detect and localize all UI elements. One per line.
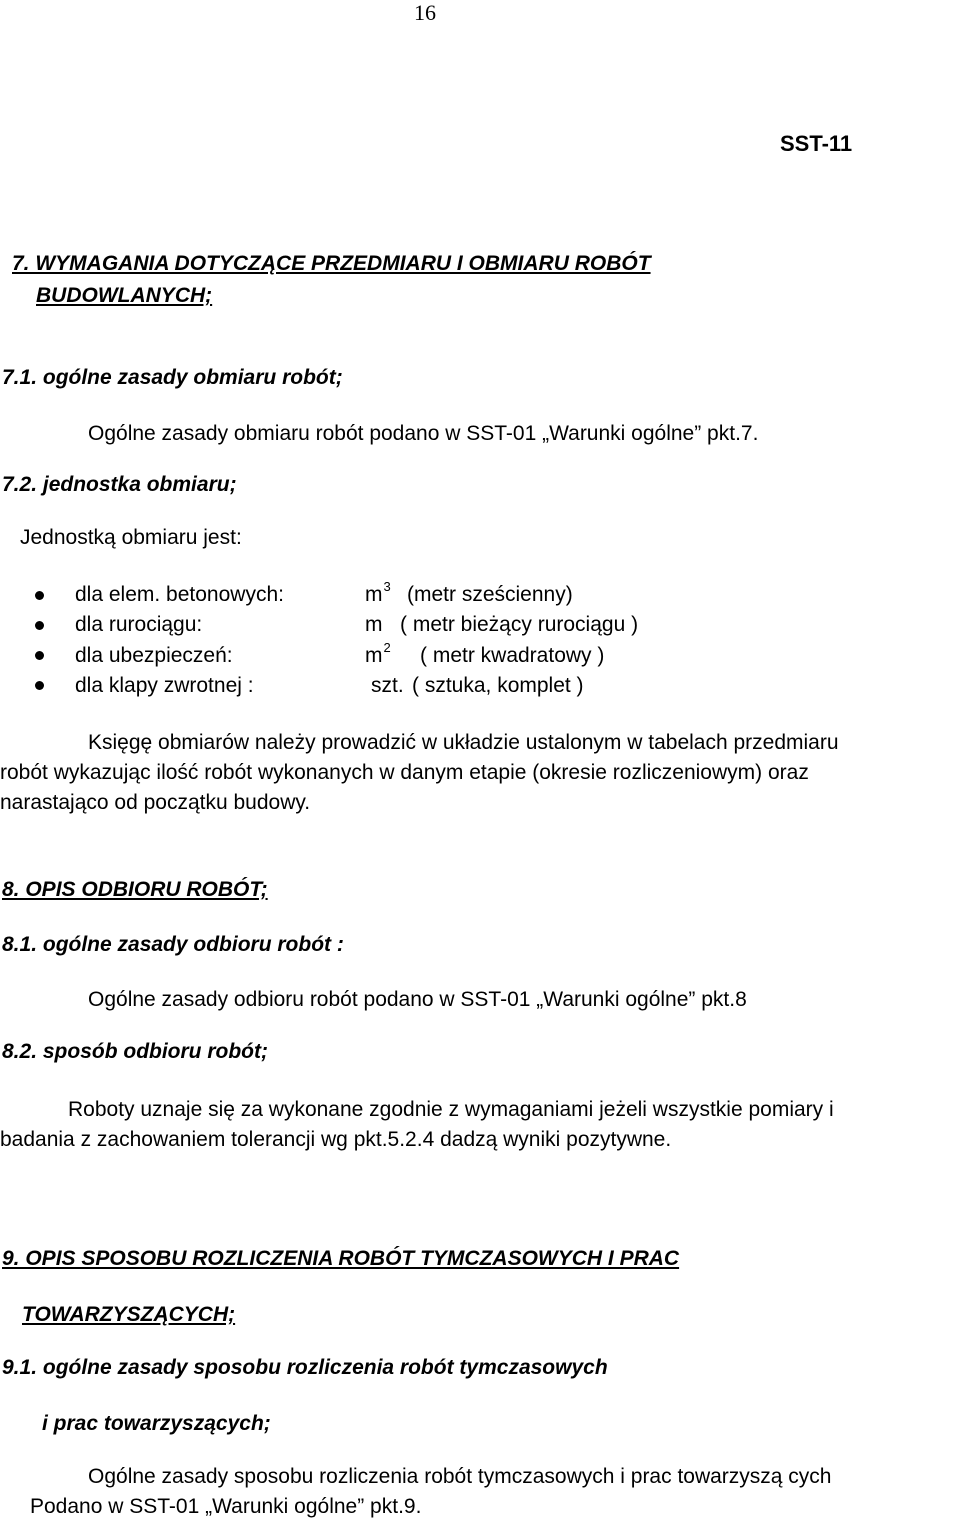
bullet-icon [35,681,44,690]
unit-description: ( sztuka, komplet ) [412,674,584,697]
section-9-1-line-1: Ogólne zasady sposobu rozliczenia robót tymczasowych i prac towarzyszą cych [88,1465,832,1488]
unit-description: (metr sześcienny) [407,583,573,606]
section-7-2-intro: Jednostką obmiaru jest: [20,526,242,549]
section-9-heading-line1: 9. OPIS SPOSOBU ROZLICZENIA ROBÓT TYMCZASOWYCH I PRAC [2,1247,680,1270]
section-7-2-heading: 7.2. jednostka obmiaru; [2,473,237,496]
unit-symbol: $m^2$ [365,640,391,667]
document-code: SST-11 [780,131,853,156]
section-9-1-line-2: Podano w SST-01 „Warunki ogólne” pkt.9. [30,1495,422,1518]
section-9-1-heading-line2: i prac towarzyszących; [42,1412,271,1435]
ledger-line-3: narastająco od początku budowy. [0,791,311,814]
section-9-1-heading-line1: 9.1. ogólne zasady sposobu rozliczenia robót tymczasowych [2,1356,608,1379]
unit-description: ( metr kwadratowy ) [420,644,605,667]
section-8-1-text: Ogólne zasady odbioru robót podano w SST-01 „Warunki ogólne” pkt.8 [88,988,747,1011]
unit-symbol: m [365,613,383,636]
bullet-icon [35,621,44,630]
unit-label: dla rurociągu: [75,613,203,636]
unit-symbol: szt. [371,674,404,697]
unit-label: dla elem. betonowych: [75,583,284,606]
section-9-heading-line2: TOWARZYSZĄCYCH; [22,1303,236,1326]
page-number: 16 [414,0,436,25]
unit-label: dla klapy zwrotnej : [75,674,254,697]
section-7-heading-line2: BUDOWLANYCH; [36,284,213,307]
unit-label: dla ubezpieczeń: [75,644,233,667]
section-8-heading: 8. OPIS ODBIORU ROBÓT; [2,878,268,901]
section-7-heading-line1: 7. WYMAGANIA DOTYCZĄCE PRZEDMIARU I OBMIARU ROBÓT [12,252,651,275]
ledger-line-1: Księgę obmiarów należy prowadzić w układzie ustalonym w tabelach przedmiaru [88,731,839,754]
unit-description: ( metr bieżący rurociągu ) [400,613,639,636]
bullet-icon [35,591,44,600]
bullet-icon [35,651,44,660]
section-8-2-line-2: badania z zachowaniem tolerancji wg pkt.5.2.4 dadzą wyniki pozytywne. [0,1128,672,1151]
section-7-1-heading: 7.1. ogólne zasady obmiaru robót; [2,366,343,389]
section-7-1-text: Ogólne zasady obmiaru robót podano w SST-01 „Warunki ogólne” pkt.7. [88,422,759,445]
section-8-2-heading: 8.2. sposób odbioru robót; [2,1040,268,1063]
unit-symbol: $m^3$ [365,579,391,606]
section-8-1-heading: 8.1. ogólne zasady odbioru robót : [2,933,344,956]
ledger-line-2: robót wykazując ilość robót wykonanych w danym etapie (okresie rozliczeniowym) oraz [0,761,809,784]
section-8-2-line-1: Roboty uznaje się za wykonane zgodnie z wymaganiami jeżeli wszystkie pomiary i [68,1098,834,1121]
